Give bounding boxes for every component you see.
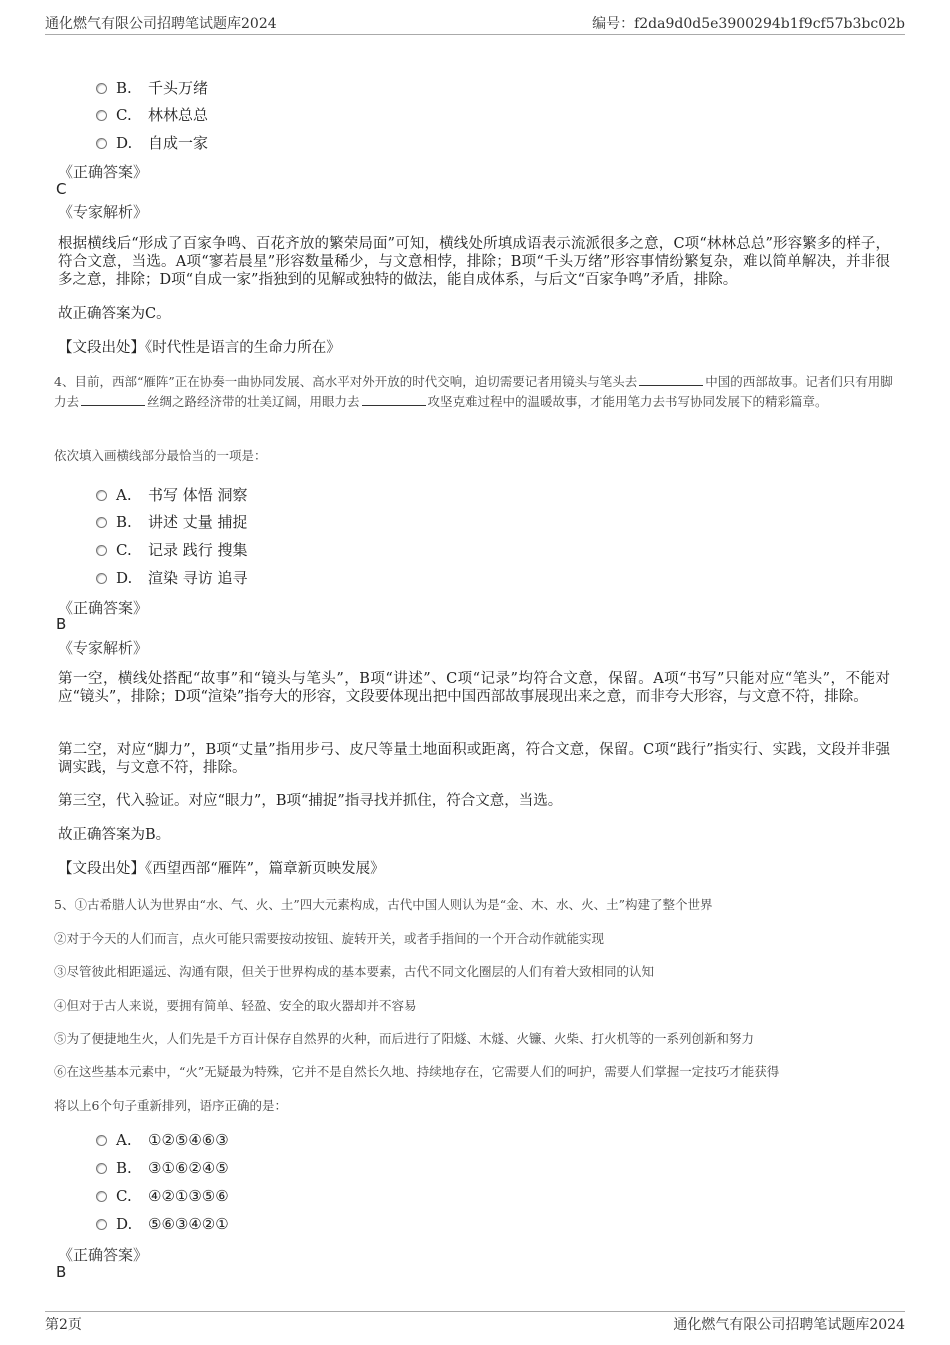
q5-instruction: 将以上6个句子重新排列，语序正确的是： (54, 1098, 287, 1113)
header-divider (45, 34, 905, 35)
q3-analysis: 根据横线后“形成了百家争鸣、百花齐放的繁荣局面”可知，横线处所填成语表示流派很多之意，C项“林林总总”形容繁多的样子，符合文意，当选。A项“寥若晨星”形容数量稀少，与文意相悖，排除；B项“千头万绪”形容事情纷繁复杂，难以简单解决，并非很多之意，排除；D项“自成一家”指独到的见解或独特的做法，能自成体系，与后文“百家争鸣”矛盾，排除。 (58, 236, 890, 288)
q4-option-c[interactable]: C. 记录 践行 搜集 (96, 539, 248, 559)
q3-option-c[interactable]: C. 林林总总 (96, 104, 208, 124)
q4-option-d[interactable]: D. 渲染 寻访 追寻 (96, 567, 248, 587)
fill-blank (639, 373, 703, 386)
radio-icon[interactable] (96, 1163, 107, 1174)
radio-icon[interactable] (96, 545, 107, 556)
q4-analysis-1: 第一空，横线处搭配“故事”和“镜头与笔头”，B项“讲述”、C项“记录”均符合文意，保留。A项“书写”只能对应“笔头”，不能对应“镜头”，排除；D项“渲染”指夸大的形容，文段要体现出把中国西部故事展现出来之意，而非夸大形容，与文意不符，排除。 (58, 671, 890, 705)
answer-label: 《正确答案》 (58, 599, 149, 617)
q5-option-d[interactable]: D. ⑤⑥③④②① (96, 1215, 229, 1235)
q4-instruction: 依次填入画横线部分最恰当的一项是： (54, 448, 267, 463)
analysis-label: 《专家解析》 (58, 203, 149, 221)
q3-answer: C (56, 180, 67, 198)
radio-icon[interactable] (96, 110, 107, 121)
q3-conclusion: 故正确答案为C。 (58, 306, 171, 322)
q4-conclusion: 故正确答案为B。 (58, 827, 171, 843)
radio-icon[interactable] (96, 490, 107, 501)
q4-question: 4、目前，西部“雁阵”正在协奏一曲协同发展、高水平对外开放的时代交响，迫切需要记者用镜头与笔头去 中国的西部故事。记者们只有用脚力去 丝绸之路经济带的壮美辽阔，用眼力去 攻坚克难过程中的温暖故事，才能用笔力去书写协同发展下的精彩篇章。 (54, 374, 893, 409)
q4-analysis-3: 第三空，代入验证。对应“眼力”，B项“捕捉”指寻找并抓住，符合文意，当选。 (58, 793, 563, 809)
analysis-label: 《专家解析》 (58, 639, 149, 657)
q3-option-b[interactable]: B. 千头万绪 (96, 77, 208, 97)
radio-icon[interactable] (96, 517, 107, 528)
fill-blank (362, 393, 426, 406)
header-title: 通化燃气有限公司招聘笔试题库2024 (45, 16, 277, 32)
radio-icon[interactable] (96, 1191, 107, 1202)
q5-option-a[interactable]: A. ①②⑤④⑥③ (96, 1131, 229, 1151)
q5-sentence-6: ⑥在这些基本元素中，“火”无疑最为特殊，它并不是自然长久地、持续地存在，它需要人们的呵护，需要人们掌握一定技巧才能获得 (54, 1064, 780, 1079)
footer-divider (45, 1311, 905, 1312)
q4-analysis-2: 第二空，对应“脚力”，B项“丈量”指用步弓、皮尺等量土地面积或距离，符合文意，保留。C项“践行”指实行、实践，文段并非强调实践，与文意不符，排除。 (58, 742, 890, 776)
footer-title: 通化燃气有限公司招聘笔试题库2024 (673, 1317, 905, 1333)
answer-label: 《正确答案》 (58, 1246, 149, 1264)
q4-option-a[interactable]: A. 书写 体悟 洞察 (96, 484, 248, 504)
radio-icon[interactable] (96, 138, 107, 149)
q4-answer: B (56, 615, 67, 633)
q5-sentence-4: ④但对于古人来说，要拥有简单、轻盈、安全的取火器却并不容易 (54, 998, 417, 1013)
q5-sentence-2: ②对于今天的人们而言，点火可能只需要按动按钮、旋转开关，或者手指间的一个开合动作就能实现 (54, 931, 605, 946)
radio-icon[interactable] (96, 1135, 107, 1146)
radio-icon[interactable] (96, 1219, 107, 1230)
q3-option-d[interactable]: D. 自成一家 (96, 132, 208, 152)
q5-answer: B (56, 1263, 67, 1281)
q4-source: 【文段出处】《西望西部“雁阵”，篇章新页映发展》 (58, 861, 385, 877)
q5-option-b[interactable]: B. ③①⑥②④⑤ (96, 1159, 229, 1179)
page-number: 第2页 (45, 1317, 82, 1333)
document-id: 编号：f2da9d0d5e3900294b1f9cf57b3bc02b (592, 16, 905, 32)
q5-sentence-3: ③尽管彼此相距遥远、沟通有限，但关于世界构成的基本要素，古代不同文化圈层的人们有着大致相同的认知 (54, 964, 655, 979)
q5-option-c[interactable]: C. ④②①③⑤⑥ (96, 1187, 229, 1207)
radio-icon[interactable] (96, 83, 107, 94)
q5-sentence-5: ⑤为了便捷地生火，人们先是千方百计保存自然界的火种，而后进行了阳燧、木燧、火镰、火柴、打火机等的一系列创新和努力 (54, 1031, 755, 1046)
q4-option-b[interactable]: B. 讲述 丈量 捕捉 (96, 511, 248, 531)
q5-sentence-1: 5、①古希腊人认为世界由“水、气、火、土”四大元素构成，古代中国人则认为是“金、木、水、火、土”构建了整个世界 (54, 897, 713, 912)
radio-icon[interactable] (96, 573, 107, 584)
answer-label: 《正确答案》 (58, 163, 149, 181)
fill-blank (81, 393, 145, 406)
q3-source: 【文段出处】《时代性是语言的生命力所在》 (58, 340, 341, 356)
